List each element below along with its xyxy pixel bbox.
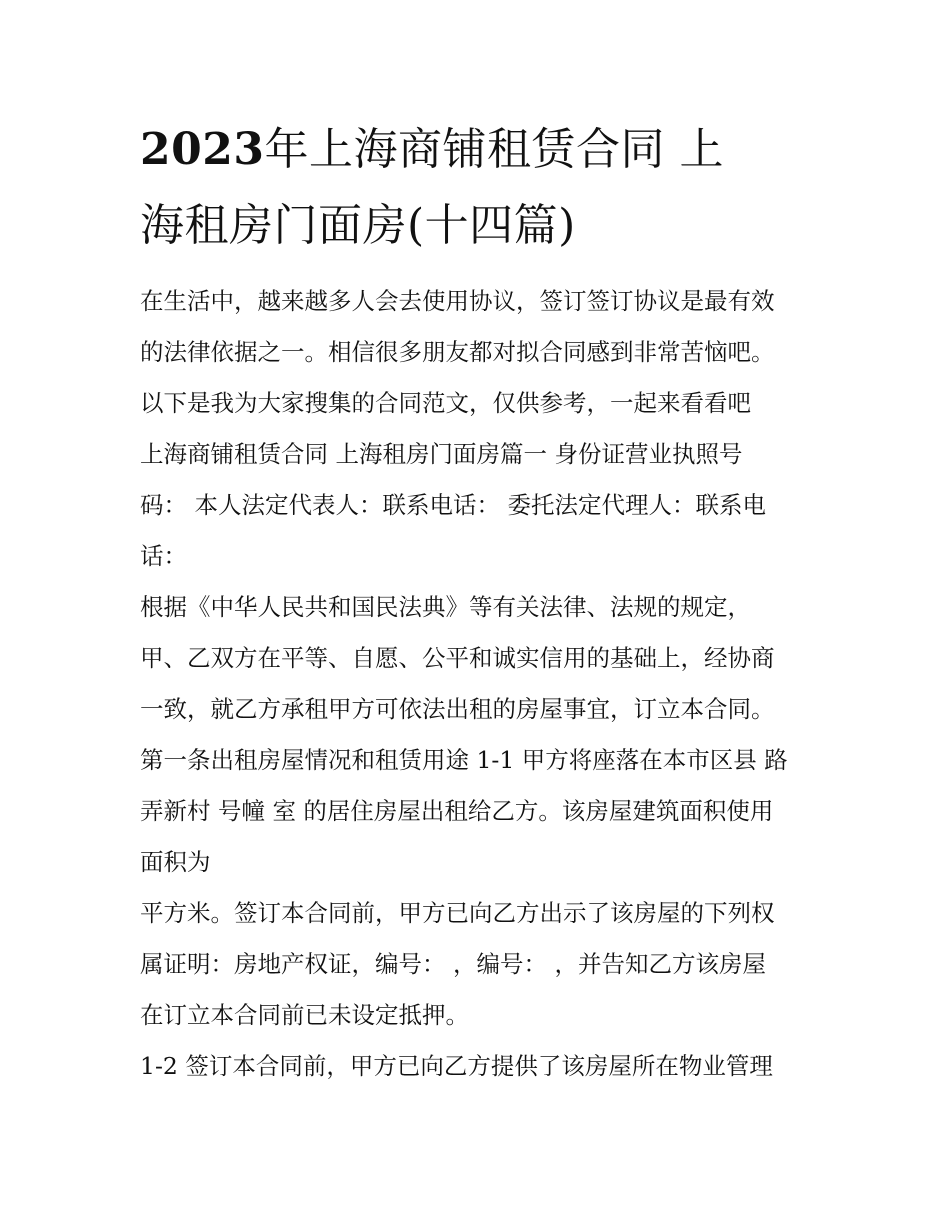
body-line: 属证明：房地产权证，编号： ，编号： ，并告知乙方该房屋	[140, 950, 766, 978]
body-line: 根据《中华人民共和国民法典》等有关法律、法规的规定，	[140, 593, 751, 621]
body-line: 面积为	[140, 848, 211, 876]
body-line: 的法律依据之一。相信很多朋友都对拟合同感到非常苦恼吧。	[140, 338, 775, 366]
body-line: 码： 本人法定代表人：联系电话： 委托法定代理人：联系电	[140, 491, 766, 519]
title-year: 2023	[140, 124, 265, 175]
body-line: 话：	[140, 542, 187, 570]
title-line-2-text: 海租房门面房(十四篇)	[140, 200, 576, 251]
body-line: 一致，就乙方承租甲方可依法出租的房屋事宜，订立本合同。	[140, 695, 775, 723]
body-line: 平方米。签订本合同前，甲方已向乙方出示了该房屋的下列权	[140, 899, 775, 927]
body-line: 以下是我为大家搜集的合同范文，仅供参考，一起来看看吧	[140, 389, 751, 417]
body-line: 弄新村 号幢 室 的居住房屋出租给乙方。该房屋建筑面积使用	[140, 797, 774, 825]
body-line: 1-2 签订本合同前，甲方已向乙方提供了该房屋所在物业管理	[140, 1052, 773, 1080]
body-line: 在订立本合同前已未设定抵押。	[140, 1001, 469, 1029]
document-body	[140, 276, 820, 1092]
title-line-1	[140, 112, 820, 188]
body-line: 上海商铺租赁合同 上海租房门面房篇一 身份证营业执照号	[140, 440, 743, 468]
body-line: 在生活中，越来越多人会去使用协议，签订签订协议是最有效	[140, 287, 775, 315]
title-line-1-text: 年上海商铺租赁合同 上	[264, 124, 724, 175]
body-line: 第一条出租房屋情况和租赁用途 1-1 甲方将座落在本市区县 路	[140, 746, 788, 774]
title-line-2	[140, 188, 820, 264]
body-line: 甲、乙双方在平等、自愿、公平和诚实信用的基础上，经协商	[140, 644, 775, 672]
document-title	[140, 112, 820, 264]
